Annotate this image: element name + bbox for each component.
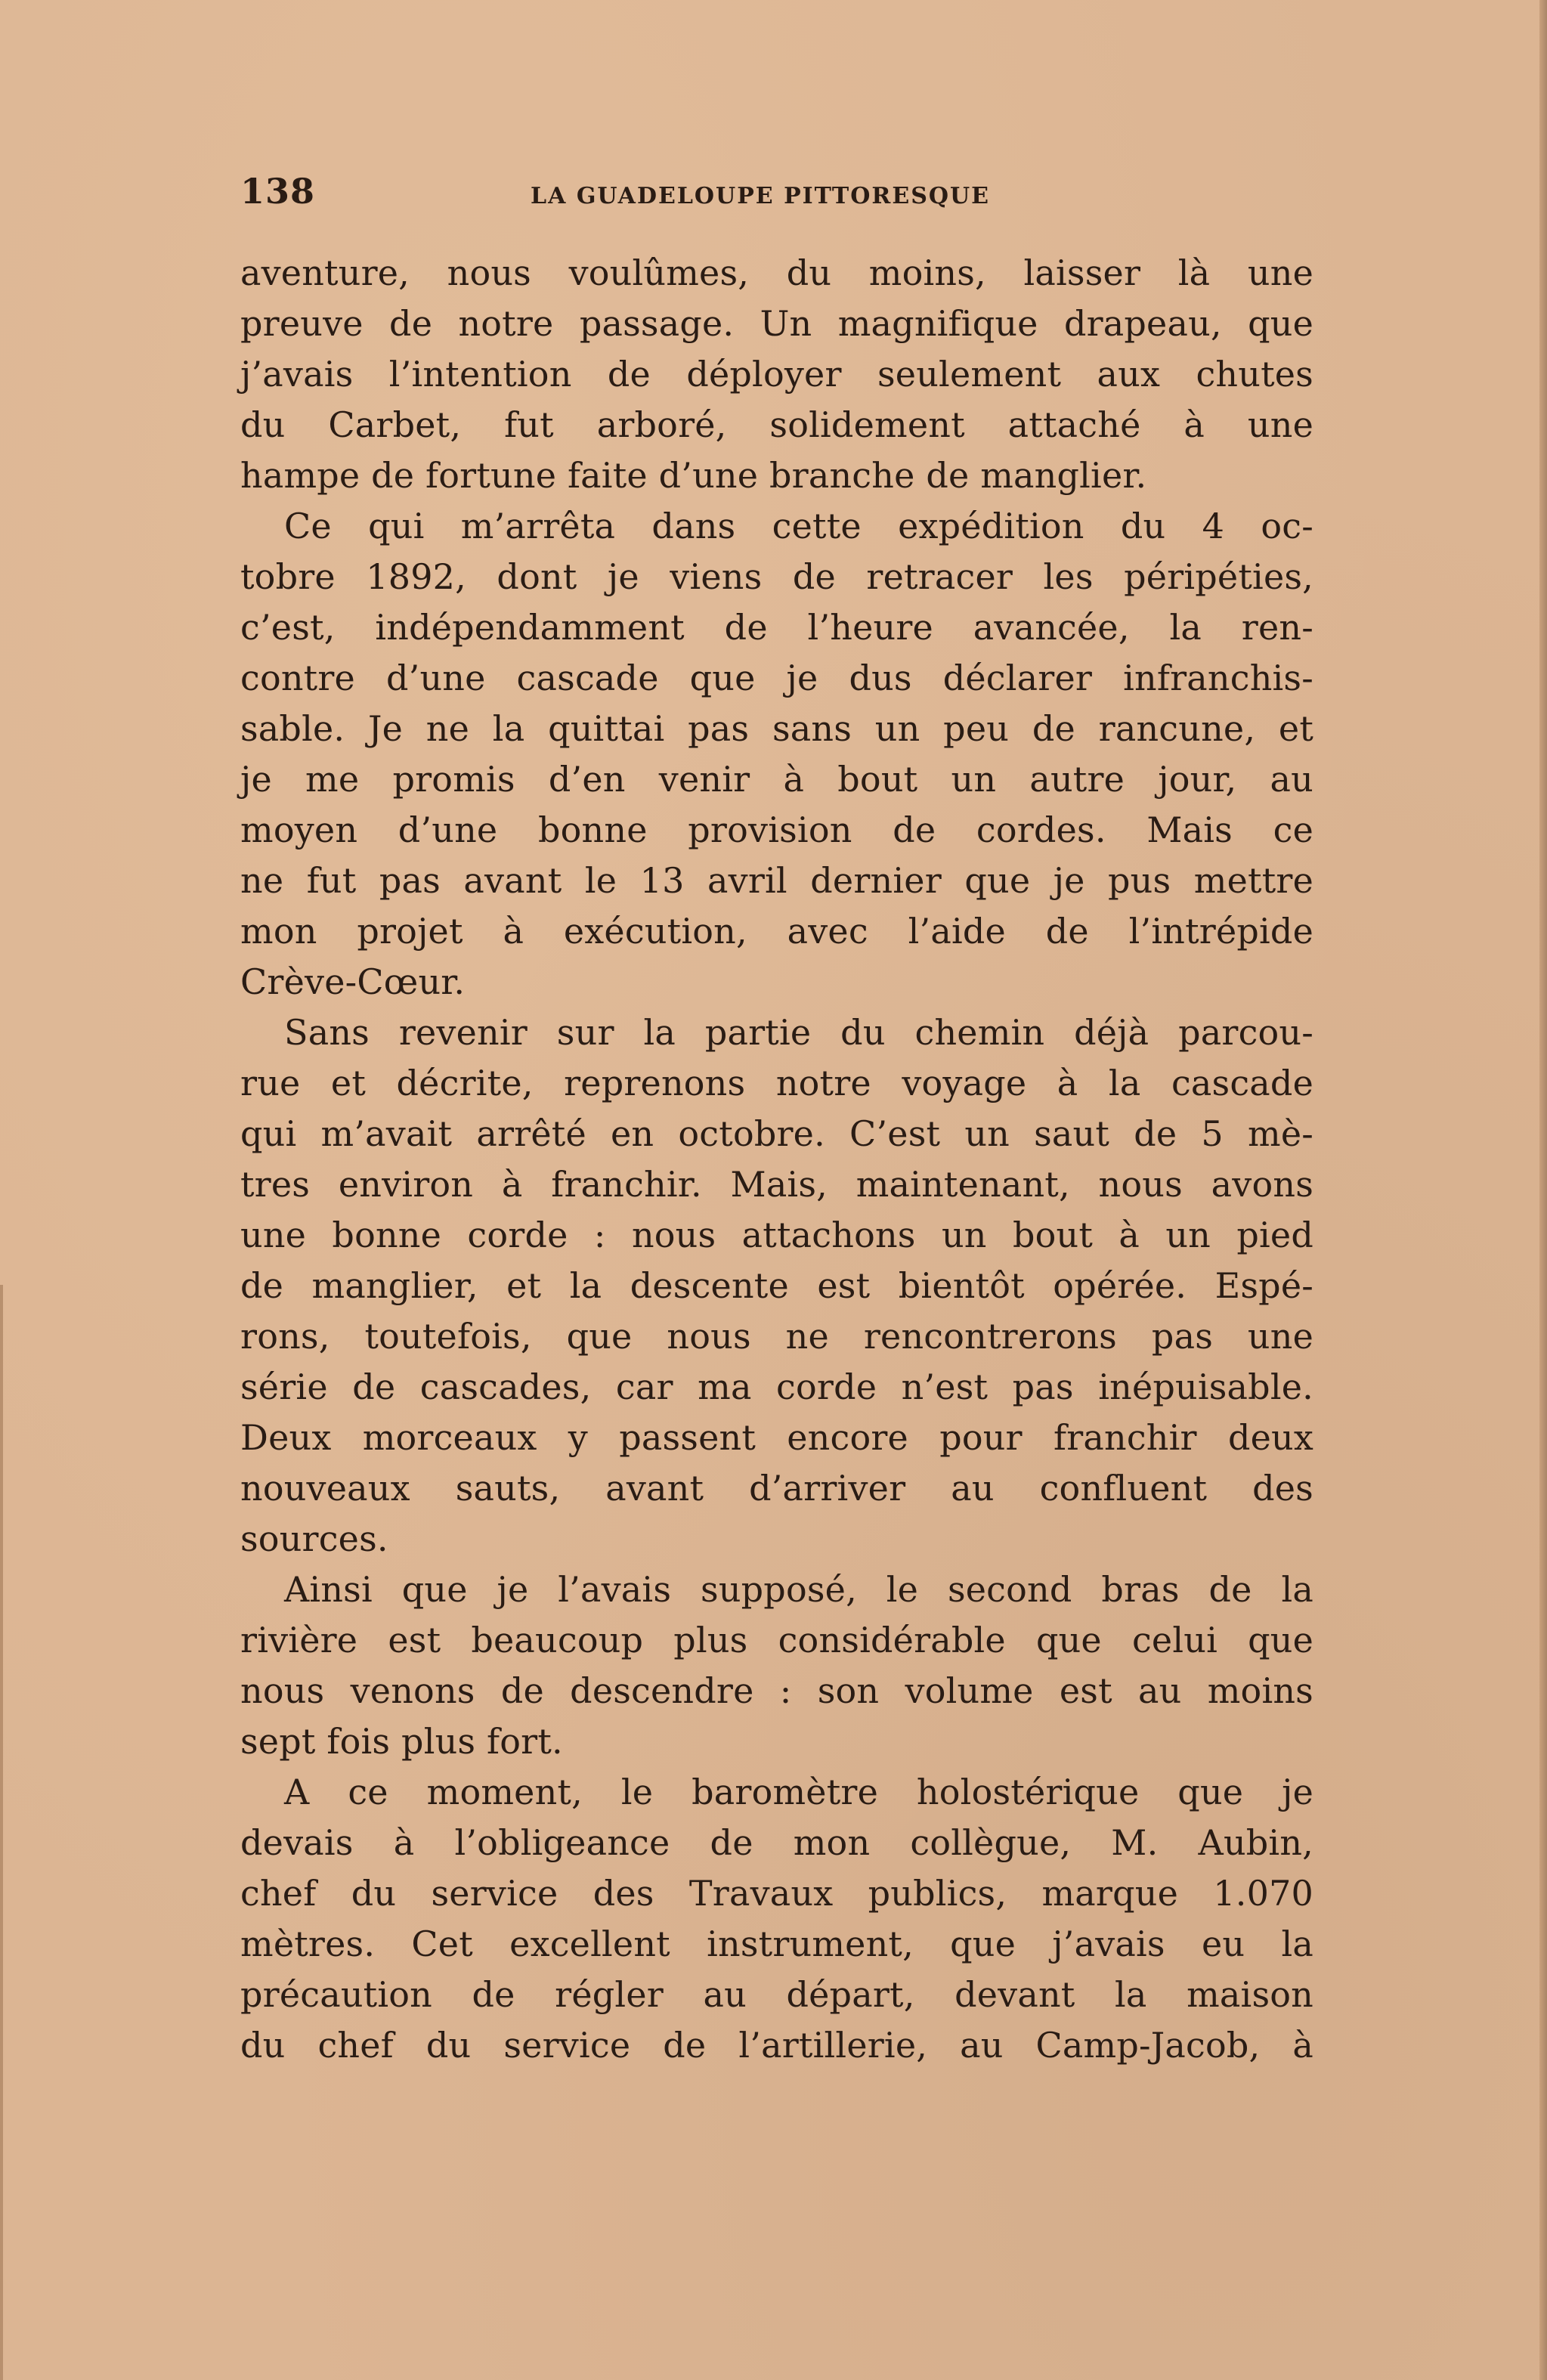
page-number: 138 <box>240 171 316 212</box>
text-line: rivière est beaucoup plus considérable que celui que <box>240 1620 1313 1660</box>
text-line: rue et décrite, reprenons notre voyage à la cascade <box>240 1063 1313 1103</box>
text-line: Crève-Cœur. <box>240 961 466 1002</box>
text-line: A ce moment, le baromètre holostérique que je <box>284 1772 1313 1812</box>
text-line: sable. Je ne la quittai pas sans un peu de rancune, et <box>240 708 1313 749</box>
body-text <box>240 248 1313 2071</box>
text-line: du Carbet, fut arboré, solidement attaché à une <box>240 404 1313 445</box>
text-line: hampe de fortune faite d’une branche de manglier. <box>240 455 1147 496</box>
text-line: tobre 1892, dont je viens de retracer les péripéties, <box>240 556 1313 597</box>
page-edge-right <box>1539 0 1547 2380</box>
page-header <box>240 171 1313 216</box>
text-line: qui m’avait arrêté en octobre. C’est un saut de 5 mè- <box>240 1113 1313 1154</box>
text-line: je me promis d’en venir à bout un autre jour, au <box>240 759 1313 800</box>
text-line: chef du service des Travaux publics, marque 1.070 <box>240 1873 1313 1914</box>
text-line: devais à l’obligeance de mon collègue, M. Aubin, <box>240 1822 1313 1863</box>
text-line: sept fois plus fort. <box>240 1721 563 1762</box>
text-line: une bonne corde : nous attachons un bout à un pied <box>240 1215 1313 1255</box>
text-line: précaution de régler au départ, devant la maison <box>240 1974 1313 2015</box>
text-line: nous venons de descendre : son volume est au moins <box>240 1670 1313 1711</box>
text-line: rons, toutefois, que nous ne rencontrerons pas une <box>240 1316 1313 1357</box>
page-edge-left <box>0 1285 3 2380</box>
text-line: nouveaux sauts, avant d’arriver au confluent des <box>240 1468 1313 1509</box>
text-line: du chef du service de l’artillerie, au Camp-Jacob, à <box>240 2025 1313 2066</box>
text-line: mon projet à exécution, avec l’aide de l’intrépide <box>240 911 1313 952</box>
text-line: c’est, indépendamment de l’heure avancée, la ren- <box>240 607 1313 648</box>
text-line: série de cascades, car ma corde n’est pas inépuisable. <box>240 1366 1313 1407</box>
text-line: aventure, nous voulûmes, du moins, laisser là une <box>240 252 1313 293</box>
text-line: moyen d’une bonne provision de cordes. Mais ce <box>240 809 1313 850</box>
text-line: Ainsi que je l’avais supposé, le second bras de la <box>284 1569 1313 1610</box>
text-line: ne fut pas avant le 13 avril dernier que je pus mettre <box>240 860 1313 901</box>
text-line: Sans revenir sur la partie du chemin déjà parcou- <box>284 1012 1313 1053</box>
text-line: mètres. Cet excellent instrument, que j’avais eu la <box>240 1923 1313 1964</box>
text-line: j’avais l’intention de déployer seulement aux chutes <box>240 354 1313 395</box>
text-line: tres environ à franchir. Mais, maintenant, nous avons <box>240 1164 1313 1205</box>
text-line: Deux morceaux y passent encore pour franchir deux <box>240 1417 1313 1458</box>
text-line: de manglier, et la descente est bientôt opérée. Espé- <box>240 1265 1313 1306</box>
text-line: preuve de notre passage. Un magnifique drapeau, que <box>240 303 1313 344</box>
text-line: contre d’une cascade que je dus déclarer infranchis- <box>240 658 1313 698</box>
text-line: Ce qui m’arrêta dans cette expédition du 4 oc- <box>284 506 1313 546</box>
running-title: LA GUADELOUPE PITTORESQUE <box>531 183 991 209</box>
text-line: sources. <box>240 1518 388 1559</box>
